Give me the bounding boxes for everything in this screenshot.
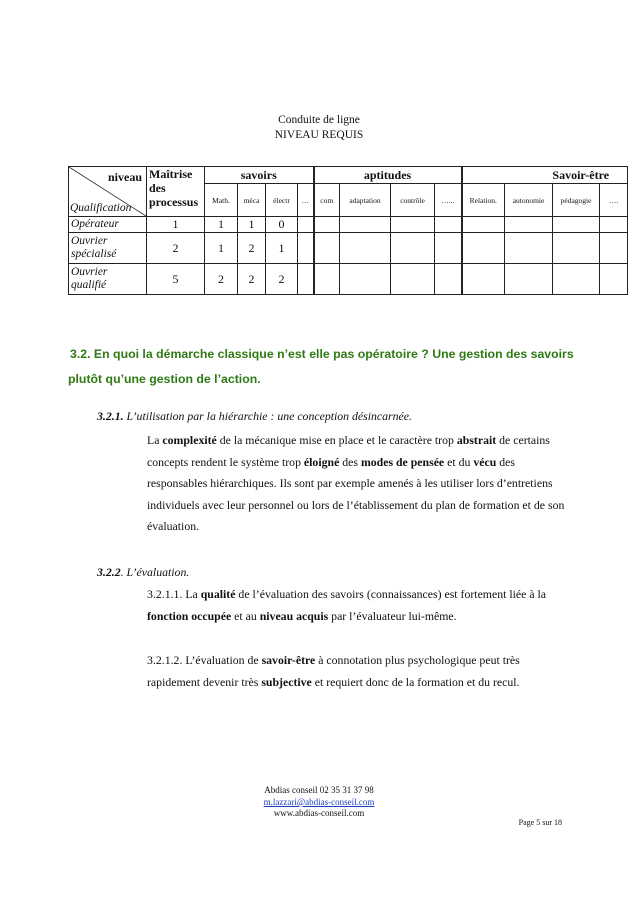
subsection-322-title: . L’évaluation. [120,565,190,579]
cell-math: 2 [205,264,238,295]
subsection-322-heading [97,562,567,584]
subheader-autonomie: autonomie [505,184,553,217]
subheader-relation: Relation. [462,184,505,217]
cell-math: 1 [205,217,238,233]
paragraph-3-2-1-2: 3.2.1.2. L’évaluation de savoir-être à connotation plus psychologique peut très rapidement devenir très subjective et requiert donc de la formation et du recul. [147,653,520,689]
footer-email-link[interactable]: m.lazzari@abdias-conseil.com [263,797,375,807]
footer-website: www.abdias-conseil.com [273,808,365,818]
footer-phone: Abdias conseil 02 35 31 37 98 [264,785,374,795]
subsection-321-heading [97,406,567,428]
table-row [69,264,628,295]
cell-math: 1 [205,233,238,264]
subsection-321-number: 3.2.1. [97,409,124,423]
corner-niveau: niveau [107,170,142,184]
cell-maitrise: 1 [147,217,205,233]
subheader-controle: contrôle [391,184,435,217]
row-label: Ouvrier qualifié [69,264,147,295]
subheader-math: Math. [205,184,238,217]
table-row [69,217,628,233]
cell-maitrise: 5 [147,264,205,295]
cell-electr: 0 [266,217,298,233]
subheader-savoirs-etc: … [298,184,314,217]
header-title: Conduite de ligne [278,114,360,126]
subheader-pedagogie: pédagogie [553,184,600,217]
section-title: 3.2. En quoi la démarche classique n’est elle pas opératoire ? Une gestion des savoirs plutôt qu’une gestion de l’action. [68,347,574,386]
subsection-322-number: 3.2.2 [97,565,121,579]
cell-meca: 2 [238,264,266,295]
subsection-321-title: L’utilisation par la hiérarchie : une conception désincarnée. [123,409,412,423]
cell-maitrise: 2 [147,233,205,264]
requirements-table [68,166,628,295]
subheader-meca: méca [238,184,266,217]
header-maitrise: Maîtrise des processus [147,167,205,217]
header-savoir-etre: Savoir-être [462,167,628,184]
subsection-321-paragraph: La complexité de la mécanique mise en place et le caractère trop abstrait de certains concepts rendent le système trop éloigné des modes de pensée et du vécu des responsables hiérarchiques. Ils sont par exemple amenés à les utiliser lors d’entretiens individuels avec leur personnel ou lors de l’établissement du plan de formation et de son évaluation. [147,433,565,533]
paragraph-3-2-1-1: 3.2.1.1. La qualité de l’évaluation des savoirs (connaissances) est fortement liée à la fonction occupée et au niveau acquis par l’évaluateur lui-même. [147,587,547,623]
corner-qualification: Qualification [70,202,132,214]
header-savoirs: savoirs [205,167,314,184]
cell-electr: 2 [266,264,298,295]
subheader-com: com [314,184,340,217]
subheader-savoir-etre-etc: …. [600,184,628,217]
cell-meca: 1 [238,217,266,233]
cell-meca: 2 [238,233,266,264]
cell-electr: 1 [266,233,298,264]
row-label: Ouvrier spécialisé [69,233,147,264]
subheader-aptitudes-etc: …... [435,184,462,217]
subheader-electr: électr [266,184,298,217]
table-corner-cell [69,167,147,217]
row-label: Opérateur [69,217,147,233]
table-row [69,233,628,264]
page-number: Page 5 sur 18 [518,818,562,827]
header-aptitudes: aptitudes [314,167,462,184]
subheader-adaptation: adaptation [340,184,391,217]
header-subtitle: NIVEAU REQUIS [274,129,364,141]
